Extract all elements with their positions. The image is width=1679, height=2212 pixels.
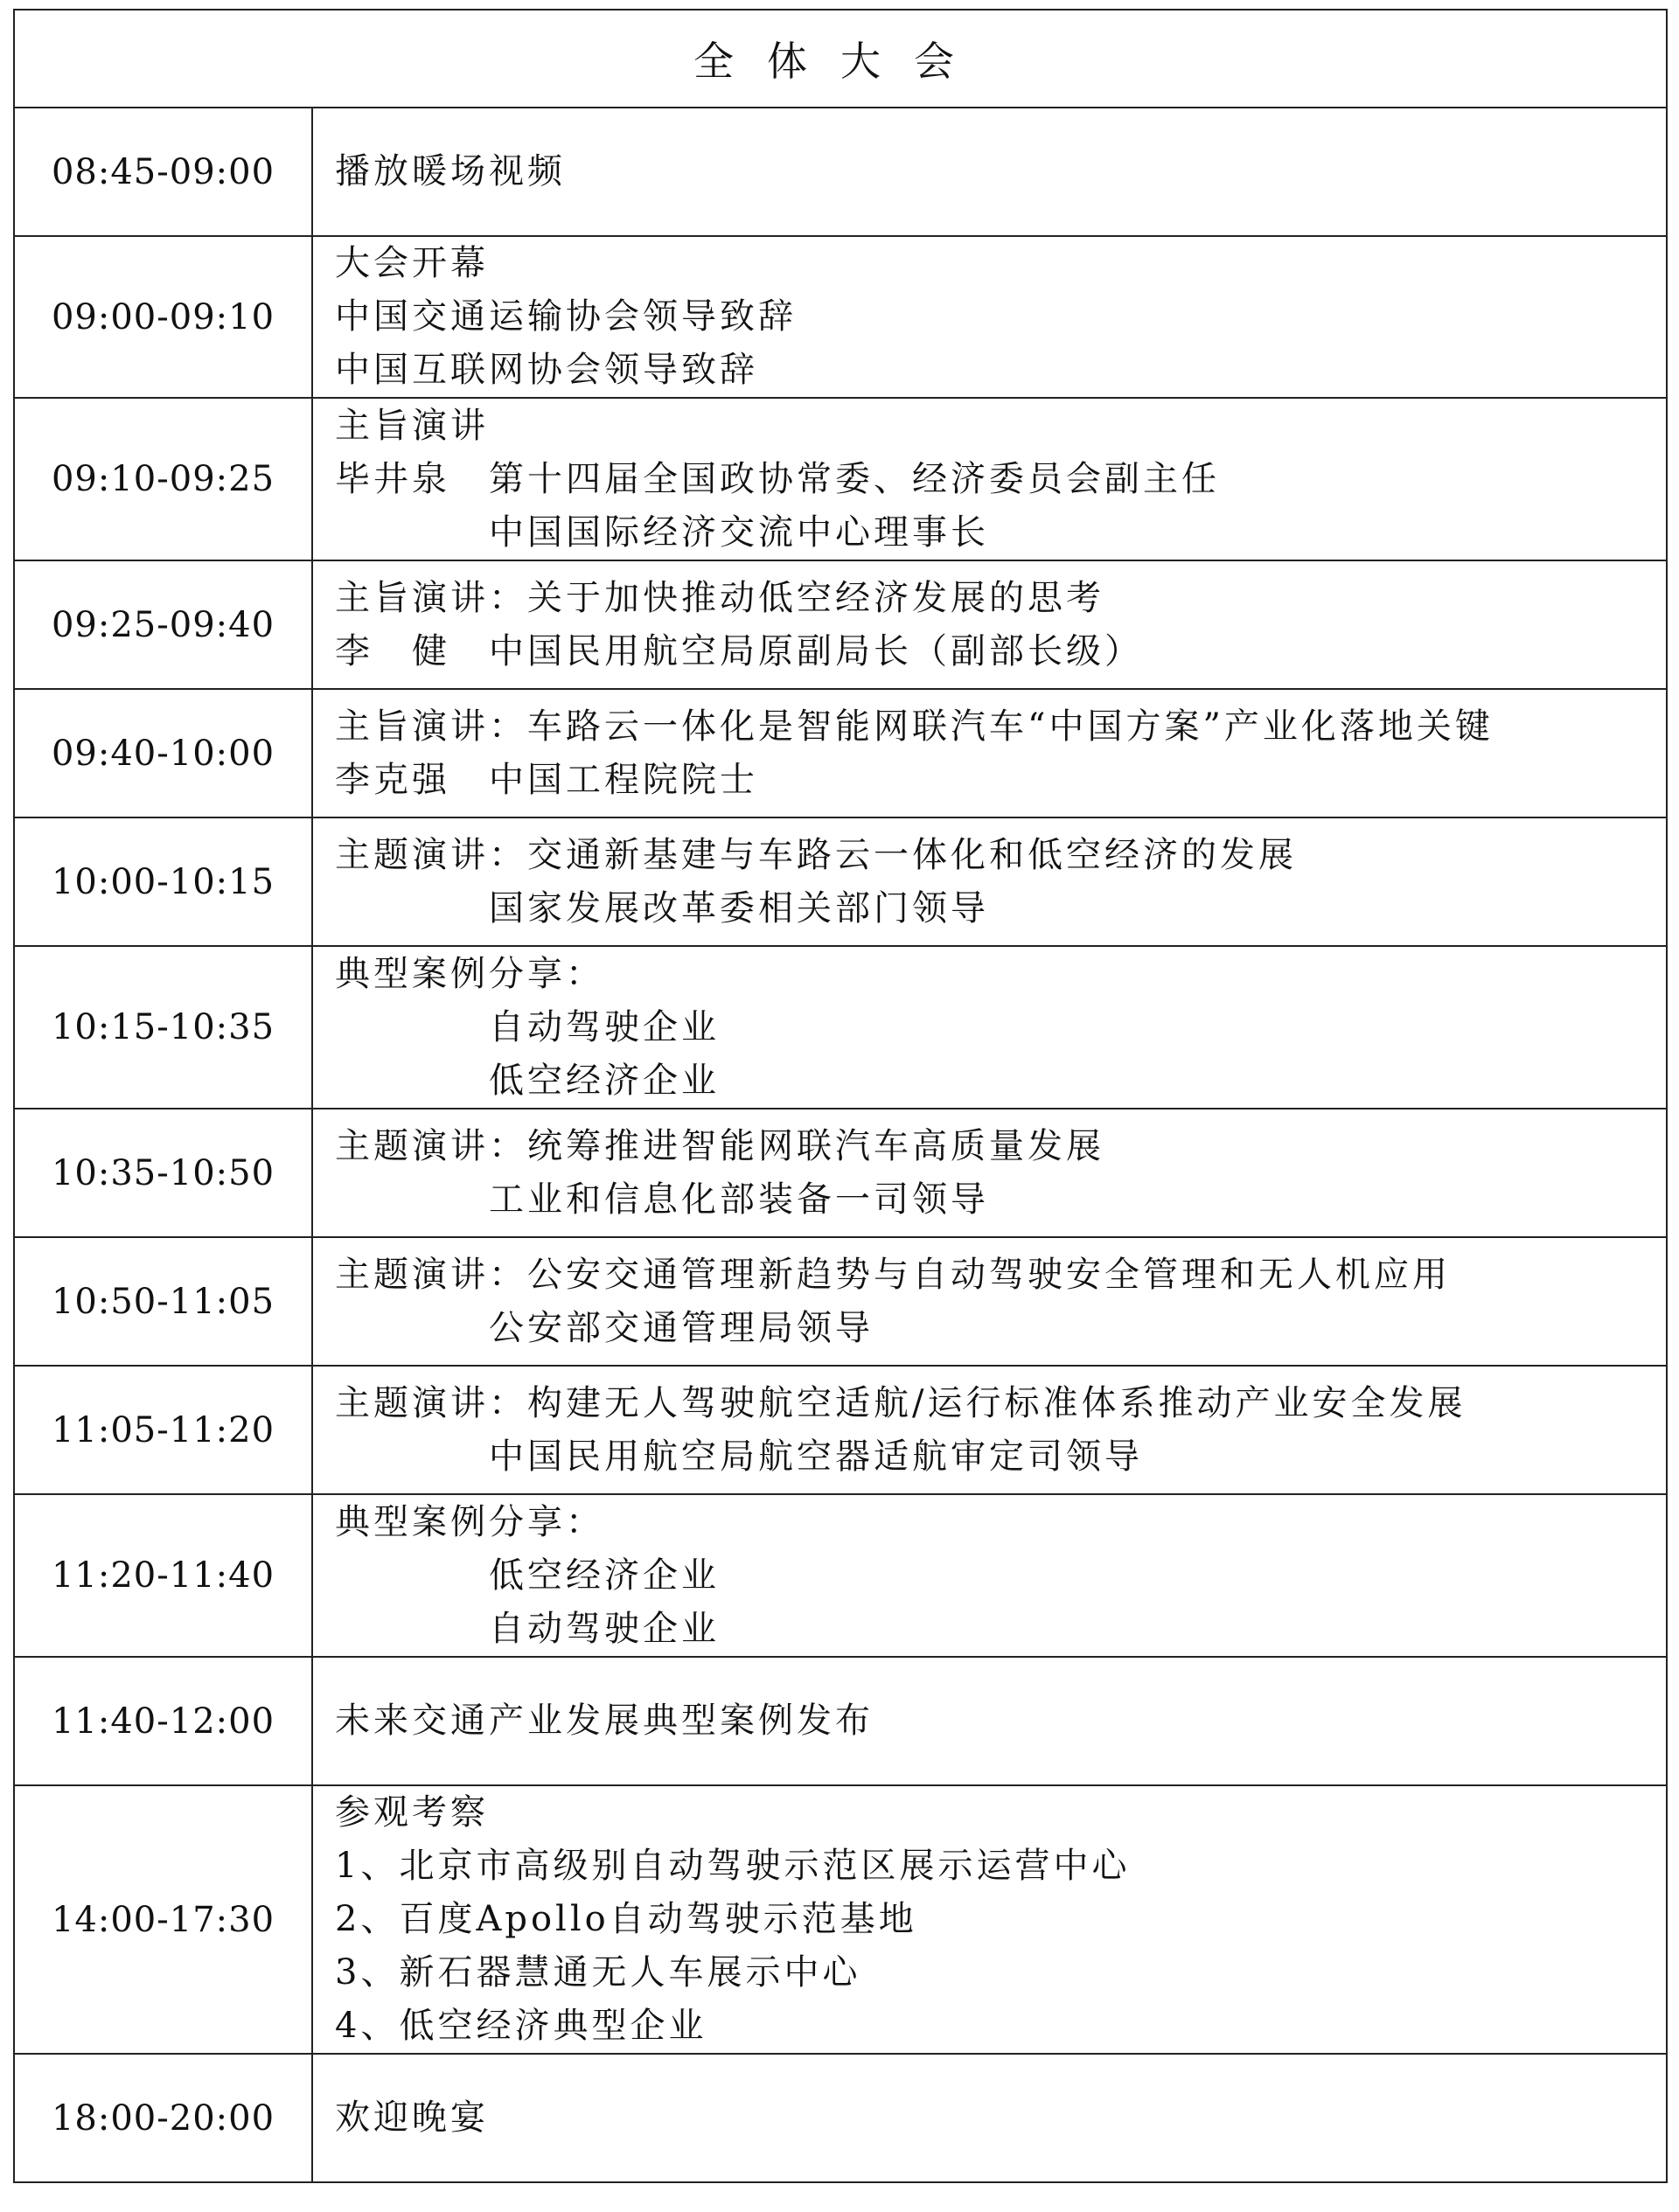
- content-line: 主题演讲：构建无人驾驶航空适航/运行标准体系推动产业安全发展: [335, 1382, 1467, 1423]
- content-line: 典型案例分享：: [335, 1501, 604, 1542]
- content-cell: [312, 108, 1667, 236]
- content-line: 毕井泉 第十四届全国政协常委、经济委员会副主任: [335, 458, 1220, 499]
- time-cell: 10:35-10:50: [14, 1109, 312, 1237]
- content-cell: [312, 817, 1667, 946]
- content-line: 自动驾驶企业: [335, 1608, 720, 1649]
- content-line: 公安部交通管理局领导: [335, 1307, 874, 1348]
- content-line: 中国交通运输协会领导致辞: [335, 296, 797, 337]
- content-cell: [312, 1109, 1667, 1237]
- agenda-row: [14, 398, 1667, 560]
- content-line: 主旨演讲：关于加快推动低空经济发展的思考: [335, 577, 1104, 618]
- content-line: 中国国际经济交流中心理事长: [335, 511, 989, 553]
- time-cell: 14:00-17:30: [14, 1785, 312, 2054]
- content-line: 李克强 中国工程院院士: [335, 759, 758, 800]
- content-line: 播放暖场视频: [335, 151, 566, 191]
- content-cell: [312, 689, 1667, 817]
- time-cell: 10:15-10:35: [14, 946, 312, 1109]
- content-line: 主题演讲：统筹推进智能网联汽车高质量发展: [335, 1125, 1104, 1166]
- time-cell: 09:00-09:10: [14, 236, 312, 398]
- content-line: 中国民用航空局航空器适航审定司领导: [335, 1436, 1143, 1477]
- content-line: 大会开幕: [335, 243, 489, 283]
- content-line: 低空经济企业: [335, 1060, 720, 1101]
- content-line: 4、低空经济典型企业: [335, 2006, 707, 2046]
- content-line: 1、北京市高级别自动驾驶示范区展示运营中心: [335, 1846, 1131, 1886]
- time-cell: 11:40-12:00: [14, 1657, 312, 1785]
- content-line: 李 健 中国民用航空局原副局长（副部长级）: [335, 630, 1143, 671]
- agenda-row: [14, 2054, 1667, 2182]
- agenda-row: [14, 1366, 1667, 1494]
- content-cell: [312, 2054, 1667, 2182]
- content-cell: [312, 236, 1667, 398]
- content-line: 未来交通产业发展典型案例发布: [335, 1701, 874, 1741]
- content-line: 参观考察: [335, 1792, 489, 1833]
- content-line: 2、百度Apollo自动驾驶示范基地: [335, 1899, 917, 1939]
- agenda-table: [13, 9, 1668, 2183]
- content-cell: [312, 1494, 1667, 1657]
- content-line: 欢迎晚宴: [335, 2097, 489, 2138]
- content-cell: [312, 946, 1667, 1109]
- content-cell: [312, 1657, 1667, 1785]
- content-cell: [312, 1785, 1667, 2054]
- agenda-row: [14, 1109, 1667, 1237]
- content-cell: [312, 1237, 1667, 1366]
- time-cell: 09:10-09:25: [14, 398, 312, 560]
- time-cell: 11:20-11:40: [14, 1494, 312, 1657]
- content-line: 国家发展改革委相关部门领导: [335, 887, 989, 929]
- content-line: 自动驾驶企业: [335, 1006, 720, 1047]
- agenda-body: [14, 10, 1667, 2182]
- content-line: 3、新石器慧通无人车展示中心: [335, 1952, 861, 1993]
- content-line: 典型案例分享：: [335, 953, 604, 994]
- content-line: 中国互联网协会领导致辞: [335, 350, 758, 390]
- agenda-row: [14, 108, 1667, 236]
- agenda-row: [14, 1657, 1667, 1785]
- time-cell: 11:05-11:20: [14, 1366, 312, 1494]
- agenda-row: [14, 1494, 1667, 1657]
- content-cell: [312, 1366, 1667, 1494]
- agenda-row: [14, 689, 1667, 817]
- agenda-row: [14, 946, 1667, 1109]
- agenda-title: 全体大会: [14, 10, 1667, 108]
- time-cell: 09:25-09:40: [14, 560, 312, 689]
- agenda-row: [14, 1785, 1667, 2054]
- content-line: 主题演讲：交通新基建与车路云一体化和低空经济的发展: [335, 834, 1297, 875]
- time-cell: 09:40-10:00: [14, 689, 312, 817]
- time-cell: 18:00-20:00: [14, 2054, 312, 2182]
- agenda-row: [14, 1237, 1667, 1366]
- content-line: 工业和信息化部装备一司领导: [335, 1179, 989, 1220]
- time-cell: 10:00-10:15: [14, 817, 312, 946]
- agenda-row: [14, 560, 1667, 689]
- title-row: [14, 10, 1667, 108]
- content-cell: [312, 560, 1667, 689]
- time-cell: 08:45-09:00: [14, 108, 312, 236]
- agenda-row: [14, 236, 1667, 398]
- content-line: 低空经济企业: [335, 1555, 720, 1596]
- content-line: 主旨演讲：车路云一体化是智能网联汽车“中国方案”产业化落地关键: [335, 706, 1494, 747]
- content-line: 主题演讲：公安交通管理新趋势与自动驾驶安全管理和无人机应用: [335, 1254, 1451, 1295]
- agenda-row: [14, 817, 1667, 946]
- time-cell: 10:50-11:05: [14, 1237, 312, 1366]
- content-line: 主旨演讲: [335, 405, 489, 446]
- content-cell: [312, 398, 1667, 560]
